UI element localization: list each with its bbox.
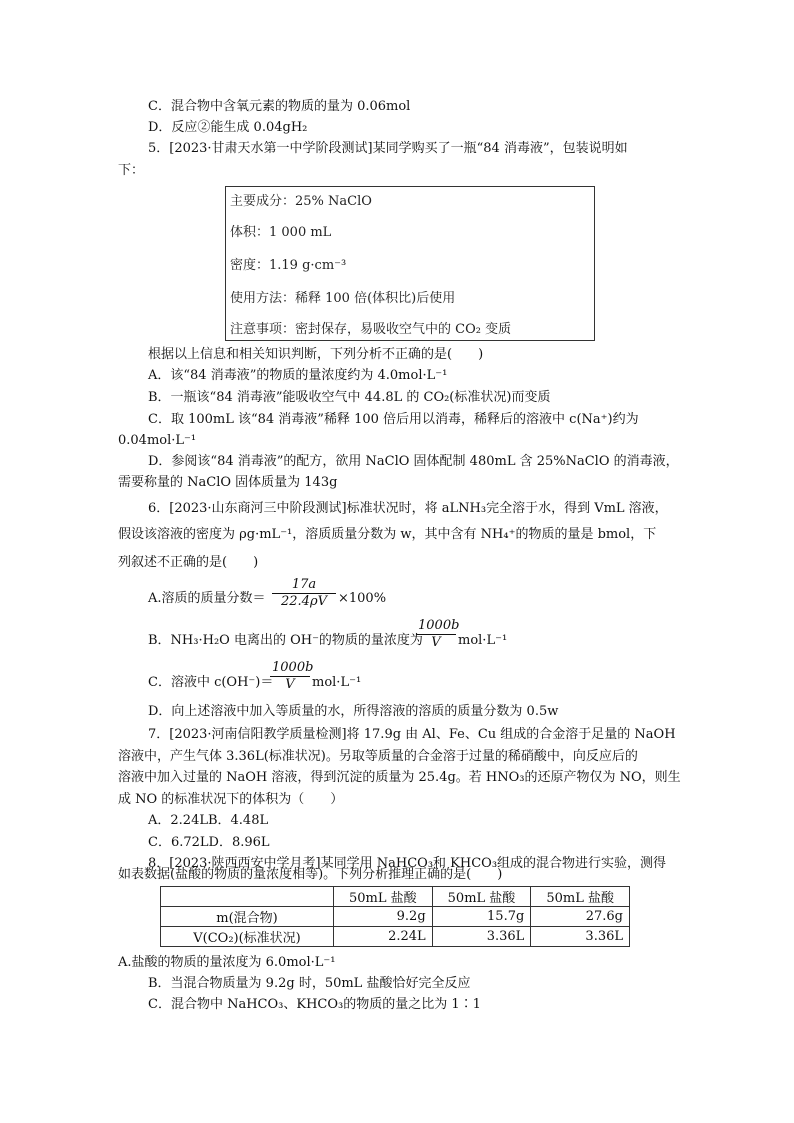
table-row — [161, 927, 630, 947]
table-header-cell: 50mL 盐酸 — [531, 887, 630, 907]
q5-option-b: B．一瓶该“84 消毒液”能吸收空气中 44.8L 的 CO₂(标准状况)而变质 — [148, 390, 551, 405]
q5-option-a: A．该“84 消毒液”的物质的量浓度约为 4.0mol·L⁻¹ — [148, 368, 448, 383]
q7-stem-line3: 溶液中加入过量的 NaOH 溶液，得到沉淀的质量为 25.4g。若 HNO₃的还原产物仅为 NO，则生 — [118, 770, 681, 785]
box-line-density: 密度：1.19 g·cm⁻³ — [230, 258, 347, 273]
q6-option-d: D．向上述溶液中加入等质量的水，所得溶液的溶质的质量分数为 0.5w — [148, 704, 559, 719]
q5-stem-line2: 下： — [118, 163, 145, 178]
q5-stem-line1: 5．[2023·甘肃天水第一中学阶段测试]某同学购买了一瓶“84 消毒液”，包装说明如 — [148, 141, 628, 156]
table-cell: m(混合物) — [161, 907, 334, 927]
q6-option-a-denominator: 22.4ρV — [281, 594, 327, 609]
table-cell: 9.2g — [334, 907, 433, 927]
q8-option-c: C．混合物中 NaHCO₃、KHCO₃的物质的量之比为 1∶1 — [148, 997, 481, 1012]
q7-stem-line4: 成 NO 的标准状况下的体积为（ ） — [118, 792, 344, 807]
q5-option-c-line1: C．取 100mL 该“84 消毒液”稀释 100 倍后用以消毒，稀释后的溶液中 c(Na⁺)约为 — [148, 412, 639, 427]
q6-option-a-prefix: A.溶质的质量分数＝ — [148, 591, 266, 606]
box-line-usage: 使用方法：稀释 100 倍(体积比)后使用 — [230, 291, 456, 306]
table-cell: 27.6g — [531, 907, 630, 927]
q5-option-d-line1: D．参阅该“84 消毒液”的配方，欲用 NaClO 固体配制 480mL 含 25%NaClO 的消毒液， — [148, 454, 679, 469]
q5-option-c-line2: 0.04mol·L⁻¹ — [118, 433, 197, 448]
q6-option-c-suffix: mol·L⁻¹ — [312, 675, 362, 690]
table-header-cell: 50mL 盐酸 — [432, 887, 531, 907]
box-line-volume: 体积：1 000 mL — [230, 225, 332, 240]
q6-option-b-suffix: mol·L⁻¹ — [458, 633, 508, 648]
q8-stem-line1: 8．[2023·陕西西安中学月考]某同学用 NaHCO₃和 KHCO₃组成的混合物进行实验，测得 — [148, 856, 667, 871]
q6-option-b-numerator: 1000b — [418, 618, 460, 633]
q6-option-c-denominator: V — [285, 677, 295, 692]
table-cell: 2.24L — [334, 927, 433, 947]
q6-option-c-fraction — [270, 660, 314, 693]
q6-stem-line3: 列叙述不正确的是( ) — [118, 555, 259, 570]
q5-ask: 根据以上信息和相关知识判断，下列分析不正确的是( ) — [148, 347, 484, 362]
q8-stem-line2: 如表数据(盐酸的物质的量浓度相等)。下列分析推理正确的是( ) — [118, 867, 503, 882]
q6-option-a-suffix: ×100% — [338, 591, 387, 606]
q8-data-table — [160, 886, 630, 947]
table-cell: 15.7g — [432, 907, 531, 927]
table-cell: 3.36L — [531, 927, 630, 947]
table-header-cell: 50mL 盐酸 — [334, 887, 433, 907]
box-line-ingredient: 主要成分：25% NaClO — [230, 194, 372, 209]
q6-option-b-denominator: V — [431, 635, 441, 650]
q6-stem-line2: 假设该溶液的密度为 ρg·mL⁻¹，溶质质量分数为 w，其中含有 NH₄⁺的物质的量是 bmol，下 — [118, 527, 657, 542]
box-line-notice: 注意事项：密封保存，易吸收空气中的 CO₂ 变质 — [230, 322, 512, 337]
table-row — [161, 907, 630, 927]
q6-option-a-numerator: 17a — [272, 577, 336, 594]
q8-option-a: A.盐酸的物质的量浓度为 6.0mol·L⁻¹ — [118, 955, 336, 970]
q7-stem-line1: 7．[2023·河南信阳教学质量检测]将 17.9g 由 Al、Fe、Cu 组成的合金溶于足量的 NaOH — [148, 727, 676, 742]
q6-option-a-fraction — [272, 577, 336, 610]
prev-option-d: D．反应②能生成 0.04gH₂ — [148, 120, 308, 135]
q7-options-ab: A．2.24LB．4.48L — [148, 813, 269, 828]
q7-options-cd: C．6.72LD．8.96L — [148, 835, 270, 850]
q7-stem-line2: 溶液中，产生气体 3.36L(标准状况)。另取等质量的合金溶于过量的稀硝酸中，向反应后的 — [118, 749, 638, 764]
q6-option-b-fraction — [416, 618, 460, 651]
q6-option-b-prefix: B．NH₃·H₂O 电离出的 OH⁻的物质的量浓度为 — [148, 633, 423, 648]
table-header-row — [161, 887, 630, 907]
table-cell: 3.36L — [432, 927, 531, 947]
q6-stem-line1: 6．[2023·山东商河三中阶段测试]标准状况时，将 aLNH₃完全溶于水，得到 VmL 溶液， — [148, 501, 668, 516]
prev-option-c: C．混合物中含氧元素的物质的量为 0.06mol — [148, 99, 411, 114]
table-header-cell — [161, 887, 334, 907]
q8-option-b: B．当混合物质量为 9.2g 时，50mL 盐酸恰好完全反应 — [148, 976, 471, 991]
q5-option-d-line2: 需要称量的 NaClO 固体质量为 143g — [118, 475, 338, 490]
table-cell: V(CO₂)(标准状况) — [161, 927, 334, 947]
q6-option-c-numerator: 1000b — [272, 660, 314, 675]
q5-label-box — [225, 186, 595, 341]
q6-option-c-prefix: C．溶液中 c(OH⁻)＝ — [148, 675, 274, 690]
